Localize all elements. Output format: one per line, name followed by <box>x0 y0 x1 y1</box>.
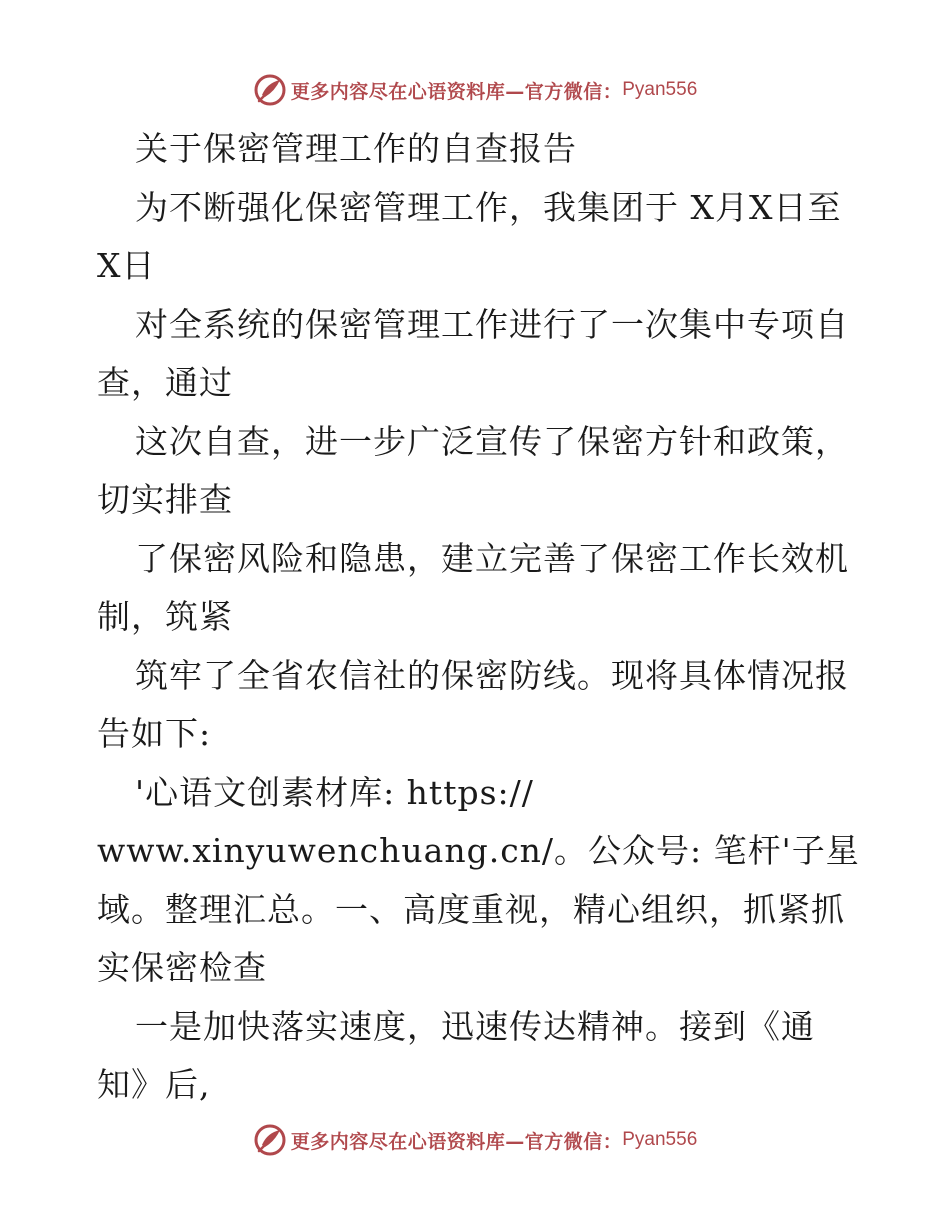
text-line: 为不断强化保密管理工作，我集团于 X月X日至 <box>135 187 842 227</box>
text-line: 知》后, <box>97 1065 211 1104</box>
text-line: X日 <box>97 246 156 285</box>
document-body <box>97 120 860 1115</box>
text-line: 告如下: <box>97 714 212 753</box>
text-line: 了保密风险和隐患，建立完善了保密工作长效机 <box>135 538 849 578</box>
text-line: 制，筑紧 <box>97 597 233 636</box>
text-line: 一是加快落实速度，迅速传达精神。接到《通 <box>135 1006 815 1046</box>
text-line: 切实排查 <box>97 480 233 519</box>
text-line: www.xinyuwenchuang.cn/。公众号: 笔杆'子星 <box>97 831 860 870</box>
quill-logo-icon <box>253 73 287 107</box>
banner-wechat-id: Pyan556 <box>622 79 698 100</box>
text-line: '心语文创素材库: https:// <box>135 772 534 812</box>
text-line: 关于保密管理工作的自查报告 <box>135 129 577 168</box>
text-line: 对全系统的保密管理工作进行了一次集中专项自 <box>135 304 849 344</box>
text-line: 域。整理汇总。一、高度重视，精心组织，抓紧抓 <box>97 889 845 929</box>
text-line: 这次自查，进一步广泛宣传了保密方针和政策， <box>135 421 849 461</box>
header-banner <box>0 70 950 110</box>
banner-text: 更多内容尽在心语资料库—官方微信： <box>290 1130 623 1153</box>
banner-text: 更多内容尽在心语资料库—官方微信： <box>290 80 623 103</box>
footer-banner <box>0 1120 950 1160</box>
text-line: 实保密检查 <box>97 948 267 987</box>
text-line: 筑牢了全省农信社的保密防线。现将具体情况报 <box>135 655 849 695</box>
quill-logo-icon <box>253 1123 287 1157</box>
text-line: 查，通过 <box>97 363 233 402</box>
banner-wechat-id: Pyan556 <box>622 1129 698 1150</box>
